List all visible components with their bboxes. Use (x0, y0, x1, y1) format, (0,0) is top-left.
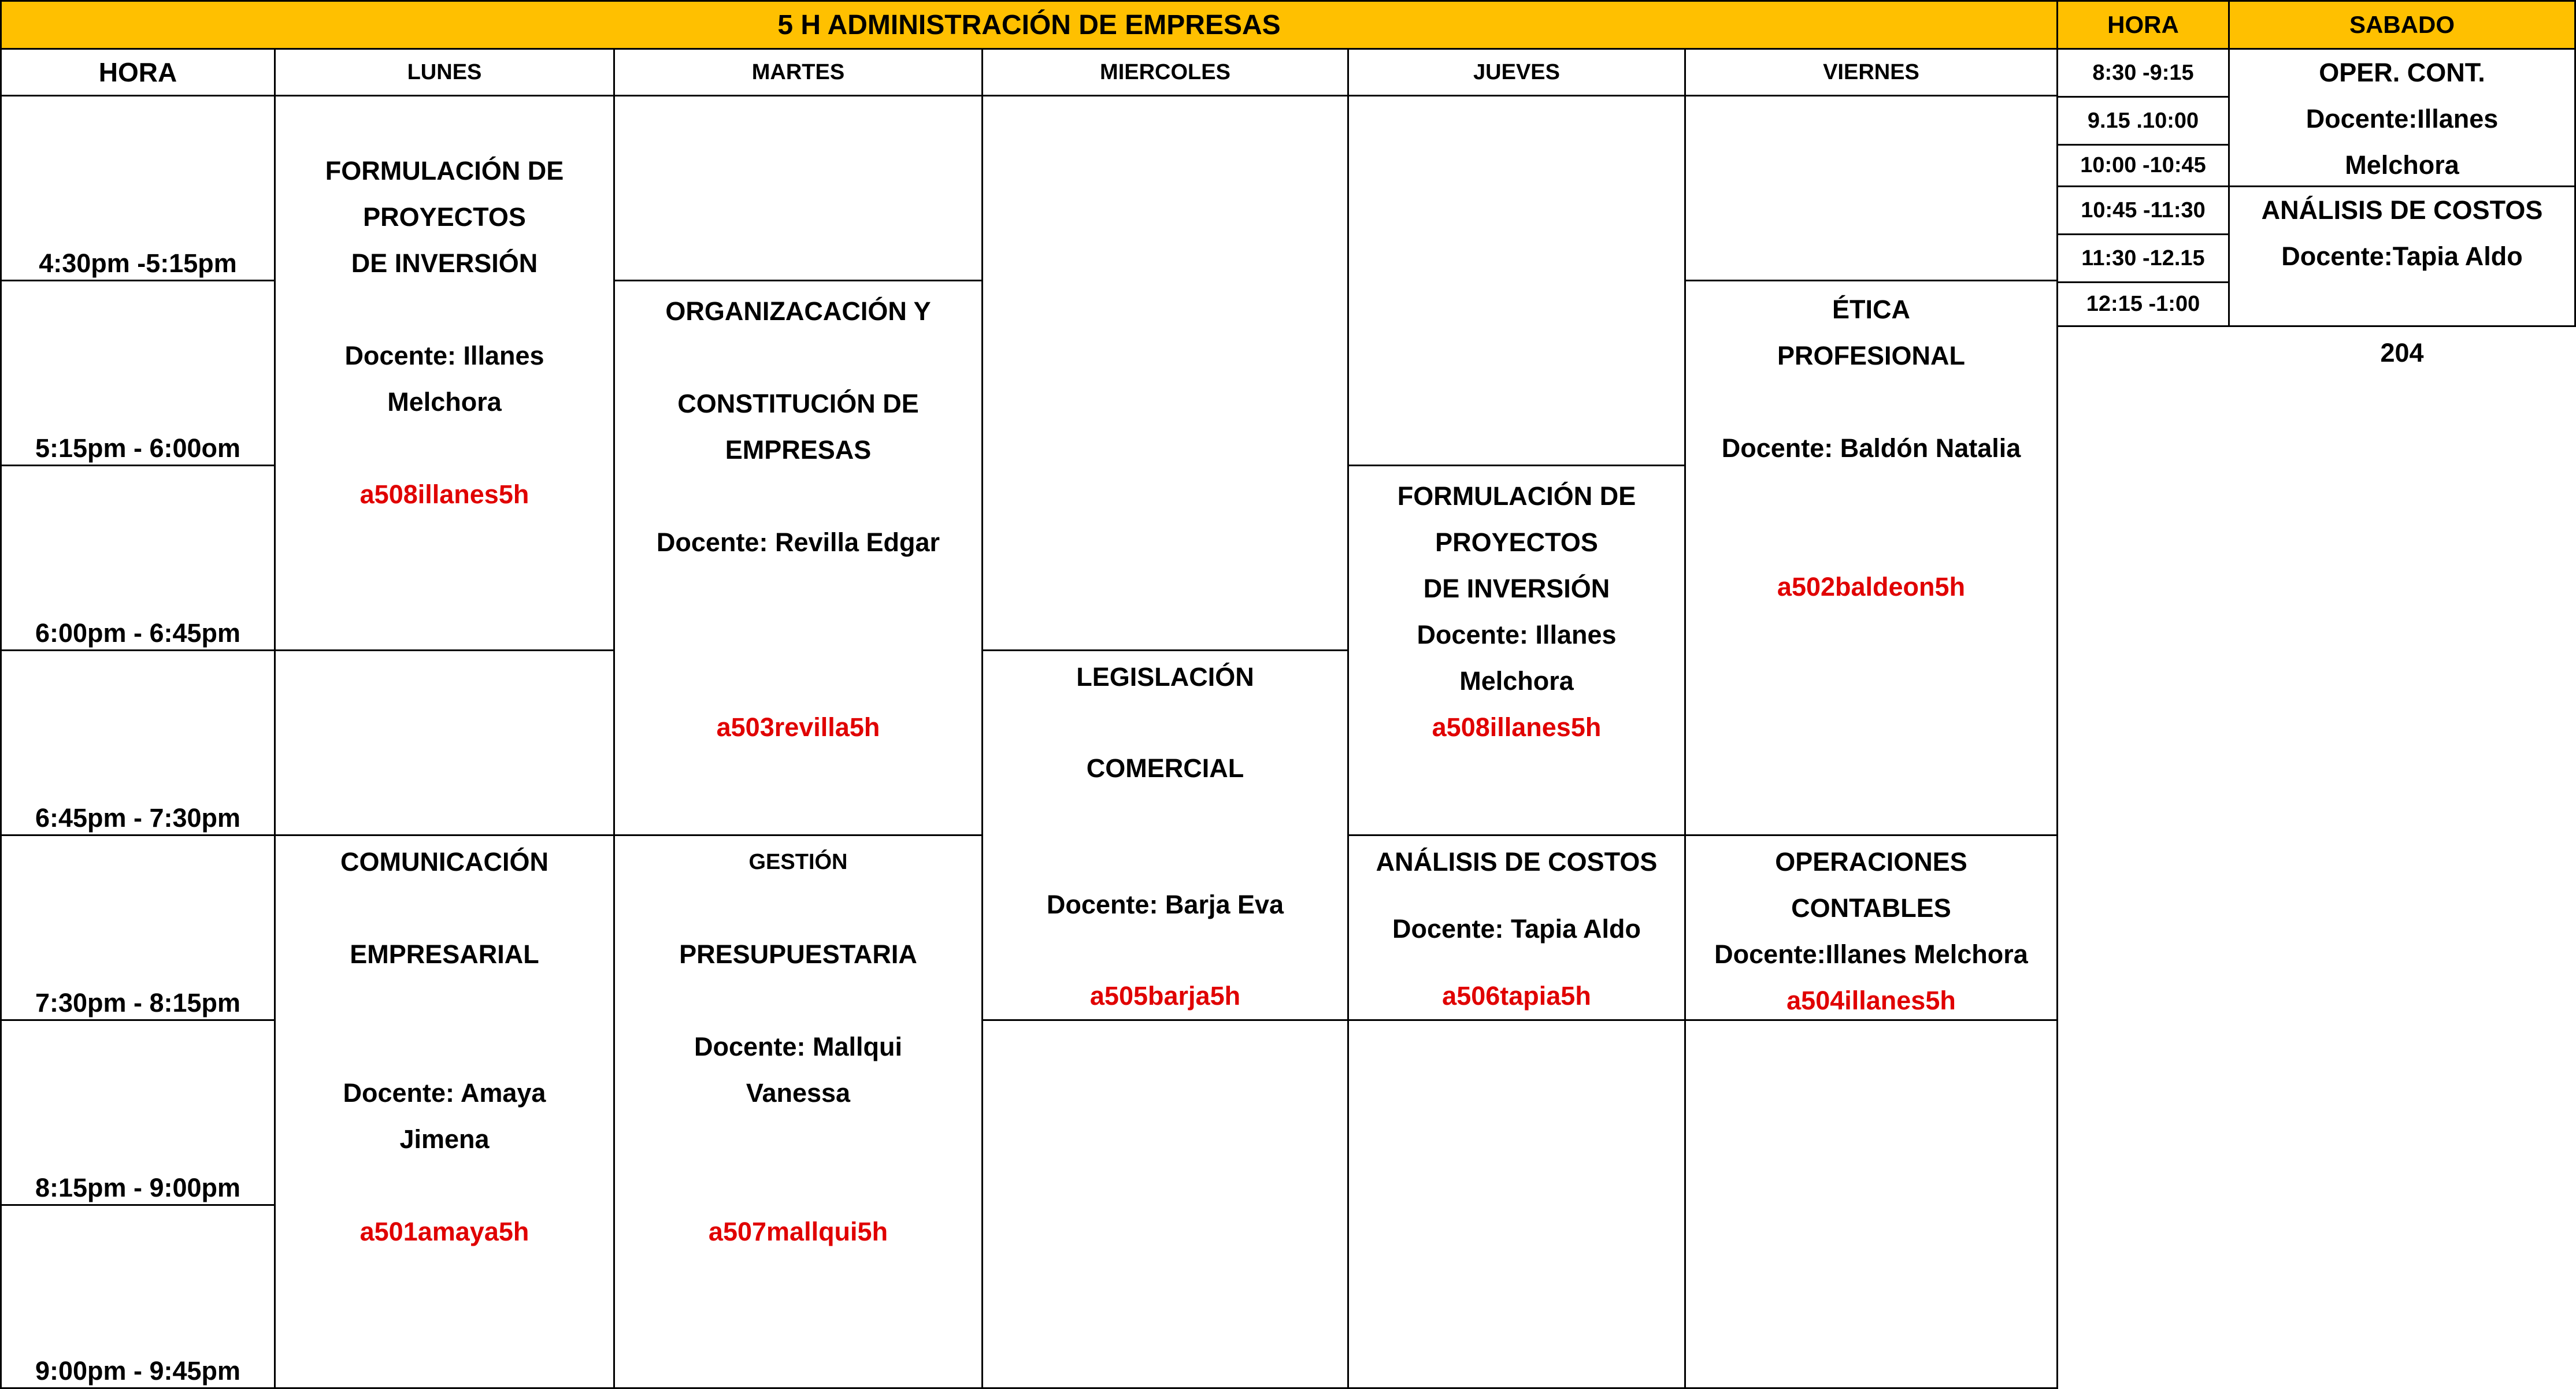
course-title: GESTIÓN (748, 850, 848, 874)
empty-cell (274, 649, 615, 836)
time-slot-1: 4:30pm -5:15pm (0, 95, 276, 281)
course-lunes-formulacion (274, 95, 615, 651)
course-teacher: Docente: Illanes (344, 341, 544, 370)
course-title: ÉTICA (1832, 295, 1910, 324)
empty-cell (981, 95, 1349, 651)
course-code: a508illanes5h (1432, 712, 1602, 742)
course-title: OPERACIONES (1775, 847, 1967, 877)
course-teacher: Docente: Illanes (1417, 620, 1617, 649)
time-slot-7: 9:00pm - 9:45pm (0, 1204, 276, 1389)
hora-header: HORA (0, 48, 276, 96)
course-teacher: Docente:Tapia Aldo (2281, 242, 2523, 271)
saturday-day-header: SABADO (2228, 0, 2576, 50)
day-header-lunes: LUNES (274, 48, 615, 96)
course-title: ANÁLISIS DE COSTOS (2261, 195, 2543, 225)
course-teacher: Melchora (387, 387, 502, 417)
course-teacher: Docente: Mallqui (694, 1032, 903, 1061)
course-title: DE INVERSIÓN (1423, 574, 1610, 603)
day-header-jueves: JUEVES (1347, 48, 1686, 96)
course-title: LEGISLACIÓN (1076, 662, 1254, 692)
day-header-viernes: VIERNES (1684, 48, 2058, 96)
empty-cell (1684, 95, 2058, 281)
course-title: EMPRESAS (725, 435, 872, 465)
saturday-hora-header: HORA (2056, 0, 2230, 50)
course-title: FORMULACIÓN DE (1397, 481, 1636, 511)
schedule-title: 5 H ADMINISTRACIÓN DE EMPRESAS (0, 0, 2058, 50)
saturday-time-2: 9.15 .10:00 (2056, 96, 2230, 146)
course-code: a502baldeon5h (1777, 572, 1966, 601)
course-jueves-formulacion (1347, 465, 1686, 836)
empty-cell (981, 1019, 1349, 1389)
time-slot-4: 6:45pm - 7:30pm (0, 649, 276, 836)
saturday-time-1: 8:30 -9:15 (2056, 48, 2230, 98)
course-miercoles-legislacion (981, 649, 1349, 1021)
course-title: PROYECTOS (1435, 528, 1598, 557)
course-viernes-etica (1684, 280, 2058, 836)
course-code: a505barja5h (1089, 981, 1241, 1011)
course-teacher: Docente:Illanes (2306, 104, 2499, 133)
course-title: CONTABLES (1791, 893, 1951, 923)
course-title: FORMULACIÓN DE (325, 156, 564, 185)
saturday-course-analisis (2228, 185, 2576, 327)
course-title: PROFESIONAL (1777, 341, 1966, 370)
day-header-miercoles: MIERCOLES (981, 48, 1349, 96)
saturday-time-6: 12:15 -1:00 (2056, 281, 2230, 327)
course-title: COMERCIAL (1086, 753, 1244, 783)
course-title: DE INVERSIÓN (351, 248, 538, 278)
saturday-room: 204 (2380, 338, 2424, 367)
time-slot-3: 6:00pm - 6:45pm (0, 465, 276, 651)
course-code: a504illanes5h (1786, 986, 1956, 1015)
course-title: CONSTITUCIÓN DE (677, 389, 919, 418)
course-martes-organizacion (613, 280, 983, 836)
course-teacher: Docente: Amaya (343, 1078, 546, 1108)
day-header-martes: MARTES (613, 48, 983, 96)
course-teacher: Jimena (399, 1124, 490, 1154)
empty-cell (1347, 95, 1686, 466)
course-title: PROYECTOS (363, 202, 526, 232)
course-teacher: Melchora (1459, 666, 1574, 696)
course-title: OPER. CONT. (2319, 58, 2485, 87)
empty-cell (1684, 1019, 2058, 1389)
time-slot-2: 5:15pm - 6:00om (0, 280, 276, 466)
course-title: PRESUPUESTARIA (679, 939, 917, 969)
course-code: a501amaya5h (359, 1217, 529, 1246)
empty-cell (1347, 1019, 1686, 1389)
saturday-time-3: 10:00 -10:45 (2056, 144, 2230, 187)
course-code: a506tapia5h (1442, 981, 1591, 1011)
course-code: a503revilla5h (716, 712, 880, 742)
course-teacher: Docente: Barja Eva (1046, 890, 1284, 919)
saturday-time-5: 11:30 -12.15 (2056, 233, 2230, 283)
empty-cell (613, 95, 983, 281)
course-teacher: Docente:Illanes Melchora (1714, 939, 2028, 969)
time-slot-5: 7:30pm - 8:15pm (0, 834, 276, 1021)
course-martes-gestion (613, 834, 983, 1389)
course-teacher: Docente: Revilla Edgar (656, 528, 940, 557)
course-teacher: Vanessa (746, 1078, 851, 1108)
course-viernes-operaciones (1684, 834, 2058, 1021)
saturday-time-4: 10:45 -11:30 (2056, 185, 2230, 235)
saturday-course-oper-cont (2228, 48, 2576, 187)
course-code: a508illanes5h (359, 480, 529, 509)
course-title: ANÁLISIS DE COSTOS (1376, 847, 1658, 877)
course-teacher: Melchora (2345, 150, 2459, 180)
course-code: a507mallqui5h (708, 1217, 888, 1246)
course-teacher: Docente: Baldón Natalia (1721, 433, 2021, 463)
course-title: COMUNICACIÓN (340, 847, 548, 877)
course-jueves-analisis (1347, 834, 1686, 1021)
time-slot-6: 8:15pm - 9:00pm (0, 1019, 276, 1206)
course-lunes-comunicacion (274, 834, 615, 1389)
course-title: EMPRESARIAL (350, 939, 539, 969)
course-title: ORGANIZACACIÓN Y (665, 296, 931, 326)
course-teacher: Docente: Tapia Aldo (1392, 914, 1641, 944)
